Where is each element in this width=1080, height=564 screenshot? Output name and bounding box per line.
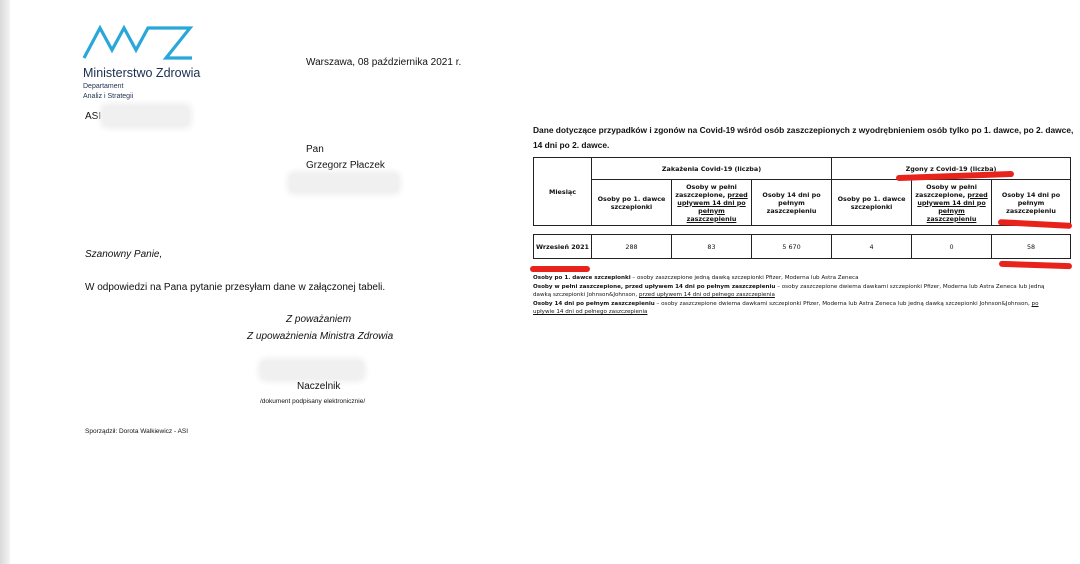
page-edge-shadow [0, 0, 10, 564]
value-deaths-14-days: 58 [992, 235, 1071, 259]
unit-code: ASI [85, 111, 102, 122]
prepared-by: Sporządził: Dorota Walkiewicz - ASI [85, 428, 189, 435]
month-header: Miesiąc [534, 158, 592, 226]
header-14-days: Osoby 14 dni po pełnym zaszczepieniu [752, 180, 832, 226]
legend-14-days: Osoby 14 dni po pełnym zaszczepieniu – osoby zaszczepione dwiema dawkami szczepionki Pfizer, Moderna lub Astra Zeneca lub jedną dawką szczepionki Johnson&Johnson, po upływie 14 dni od pełnego zaszczepienia [533, 300, 1039, 316]
value-infections-full-before-14: 83 [672, 235, 752, 259]
ministry-logo-icon [82, 24, 194, 62]
highlight-mark [530, 266, 590, 272]
signer-title: Naczelnik [297, 381, 341, 392]
highlight-mark [999, 261, 1072, 270]
value-deaths-full-before-14: 0 [912, 235, 992, 259]
letter-body: W odpowiedzi na Pana pytanie przesyłam dane w załączonej tabeli. [85, 282, 386, 293]
recipient-name: Grzegorz Płaczek [306, 160, 385, 171]
table-row [534, 235, 1071, 259]
header-first-dose: Osoby po 1. dawce szczepionki [592, 180, 672, 226]
legend-full-before-14: Osoby w pełni zaszczepione, przed upływem 14 dni po pełnym zaszczepieniu – osoby zaszczepione dwiema dawkami szczepionki Pfizer, Moderna lub Astra Zeneca lub jedną dawką szczepionki Johnson&Johnson, przed upływem 14 dni od pełnego zaszczepienia [533, 283, 1045, 299]
recipient-title: Pan [306, 144, 324, 155]
redacted-address [290, 174, 398, 192]
redacted-reference [103, 106, 189, 126]
legend-first-dose: Osoby po 1. dawce szczepionki – osoby zaszczepione jedną dawką szczepionki Pfizer, Moderna lub Astra Zeneca [533, 275, 859, 281]
infections-group-header: Zakażenia Covid-19 (liczba) [592, 158, 832, 180]
authority-line: Z upoważnienia Ministra Zdrowia [247, 331, 394, 342]
header-full-before-14: Osoby w pełni zaszczepione, przed upływem 14 dni po pełnym zaszczepieniu [912, 180, 992, 226]
signature-note: /dokument podpisany elektronicznie/ [260, 398, 366, 405]
closing: Z poważaniem [286, 314, 352, 325]
letter-date: Warszawa, 08 października 2021 r. [306, 57, 462, 68]
department-name: Analiz i Strategii [83, 93, 134, 100]
table-heading: Dane dotyczące przypadków i zgonów na Covid-19 wśród osób zaszczepionych z wyodrębnieniem osób tylko po 1. dawce, po 2. dawce, 14 dni po 2. dawce. [533, 125, 1074, 150]
value-infections-first-dose: 288 [592, 235, 672, 259]
ministry-name: Ministerstwo Zdrowia [83, 66, 201, 80]
header-full-before-14: Osoby w pełni zaszczepione, przed upływem 14 dni po pełnym zaszczepieniu [672, 180, 752, 226]
table-legend [533, 274, 1053, 317]
header-14-days: Osoby 14 dni po pełnym zaszczepieniu [992, 180, 1071, 226]
department-label: Departament [83, 83, 124, 90]
deaths-group-header: Zgony z Covid-19 (liczba) [832, 158, 1071, 180]
redacted-signer [261, 361, 363, 379]
value-deaths-first-dose: 4 [832, 235, 912, 259]
value-infections-14-days: 5 670 [752, 235, 832, 259]
salutation: Szanowny Panie, [85, 249, 163, 260]
header-first-dose: Osoby po 1. dawce szczepionki [832, 180, 912, 226]
row-month: Wrzesień 2021 [534, 235, 592, 259]
